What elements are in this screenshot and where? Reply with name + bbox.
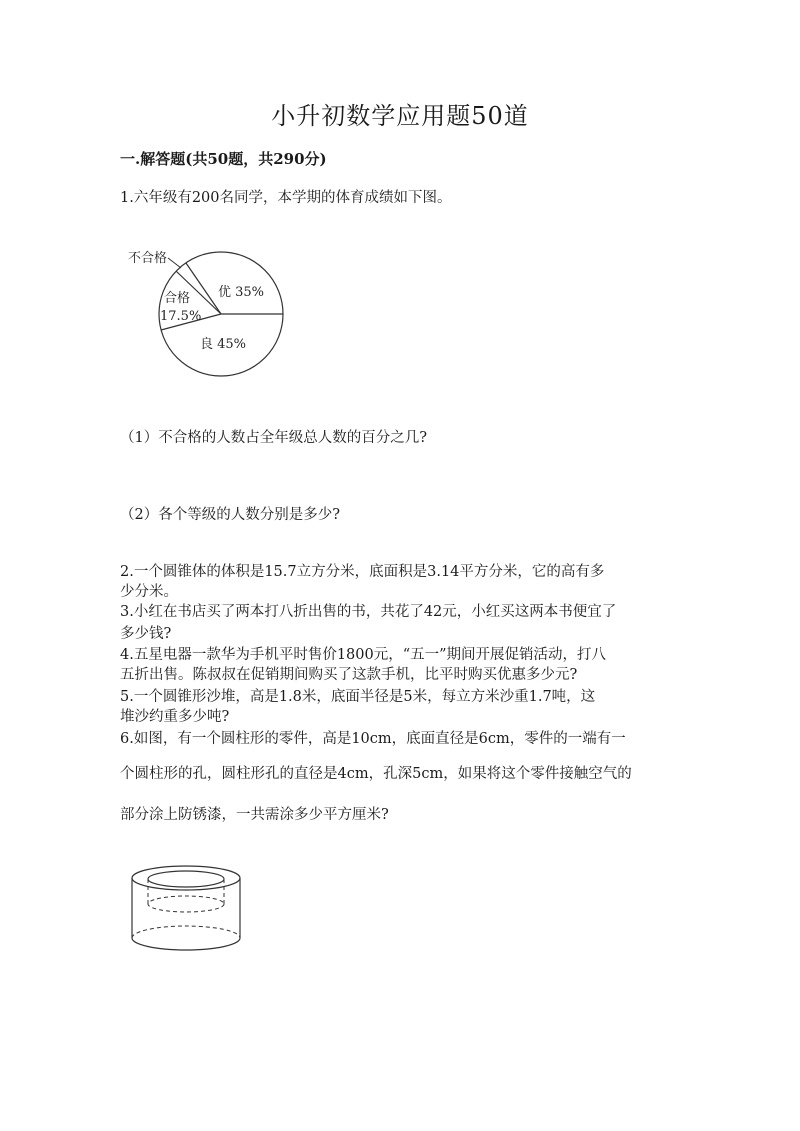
- cylinder-part-figure: [126, 862, 256, 958]
- hole-top-ellipse: [148, 871, 224, 887]
- fail-leader-line: [168, 258, 181, 268]
- question-line: 多少钱?: [120, 626, 172, 642]
- question-line: 3.小红在书店买了两本打八折出售的书，共花了42元，小红买这两本书便宜了: [120, 604, 617, 620]
- question-line: 6.如图，有一个圆柱形的零件，高是10cm，底面直径是6cm，零件的一端有一: [120, 731, 626, 747]
- question-6-continued: 个圆柱形的孔，圆柱形孔的直径是4cm，孔深5cm，如果将这个零件接触空气的: [120, 766, 632, 782]
- question-6-continued: 部分涂上防锈漆，一共需涂多少平方厘米?: [120, 807, 389, 823]
- label-good: 良 45%: [200, 337, 247, 352]
- question-line: 五折出售。陈叔叔在促销期间购买了这款手机，比平时购买优惠多少元?: [120, 667, 578, 683]
- question-1-sub1: （1）不合格的人数占全年级总人数的百分之几?: [120, 430, 427, 446]
- section-heading: 一.解答题(共50题，共290分): [120, 150, 327, 168]
- question-line: 5.一个圆锥形沙堆，高是1.8米，底面半径是5米，每立方米沙重1.7吨，这: [120, 689, 596, 705]
- label-pass: 合格: [164, 291, 191, 306]
- label-excellent: 优 35%: [218, 285, 265, 300]
- question-line: 堆沙约重多少吨?: [120, 709, 230, 725]
- label-fail: 不合格: [128, 251, 168, 266]
- outer-bottom-back: [132, 926, 240, 938]
- question-line: 2.一个圆锥体的体积是15.7立方分米，底面积是3.14平方分米，它的高有多: [120, 564, 605, 580]
- grade-pie-chart: [126, 246, 296, 386]
- question-line: 少分米。: [120, 584, 178, 600]
- outer-bottom-front: [132, 938, 240, 950]
- question-line: 4.五星电器一款华为手机平时售价1800元，“五一”期间开展促销活动，打八: [120, 647, 607, 663]
- question-1-stem: 1.六年级有200名同学，本学期的体育成绩如下图。: [120, 190, 452, 206]
- pie-divider-excellent-fail: [186, 263, 221, 314]
- question-1-sub2: （2）各个等级的人数分别是多少?: [120, 507, 340, 523]
- hole-bottom-ellipse: [148, 896, 224, 912]
- page-title: 小升初数学应用题50道: [271, 102, 529, 130]
- label-pass-pct: 17.5%: [160, 309, 202, 324]
